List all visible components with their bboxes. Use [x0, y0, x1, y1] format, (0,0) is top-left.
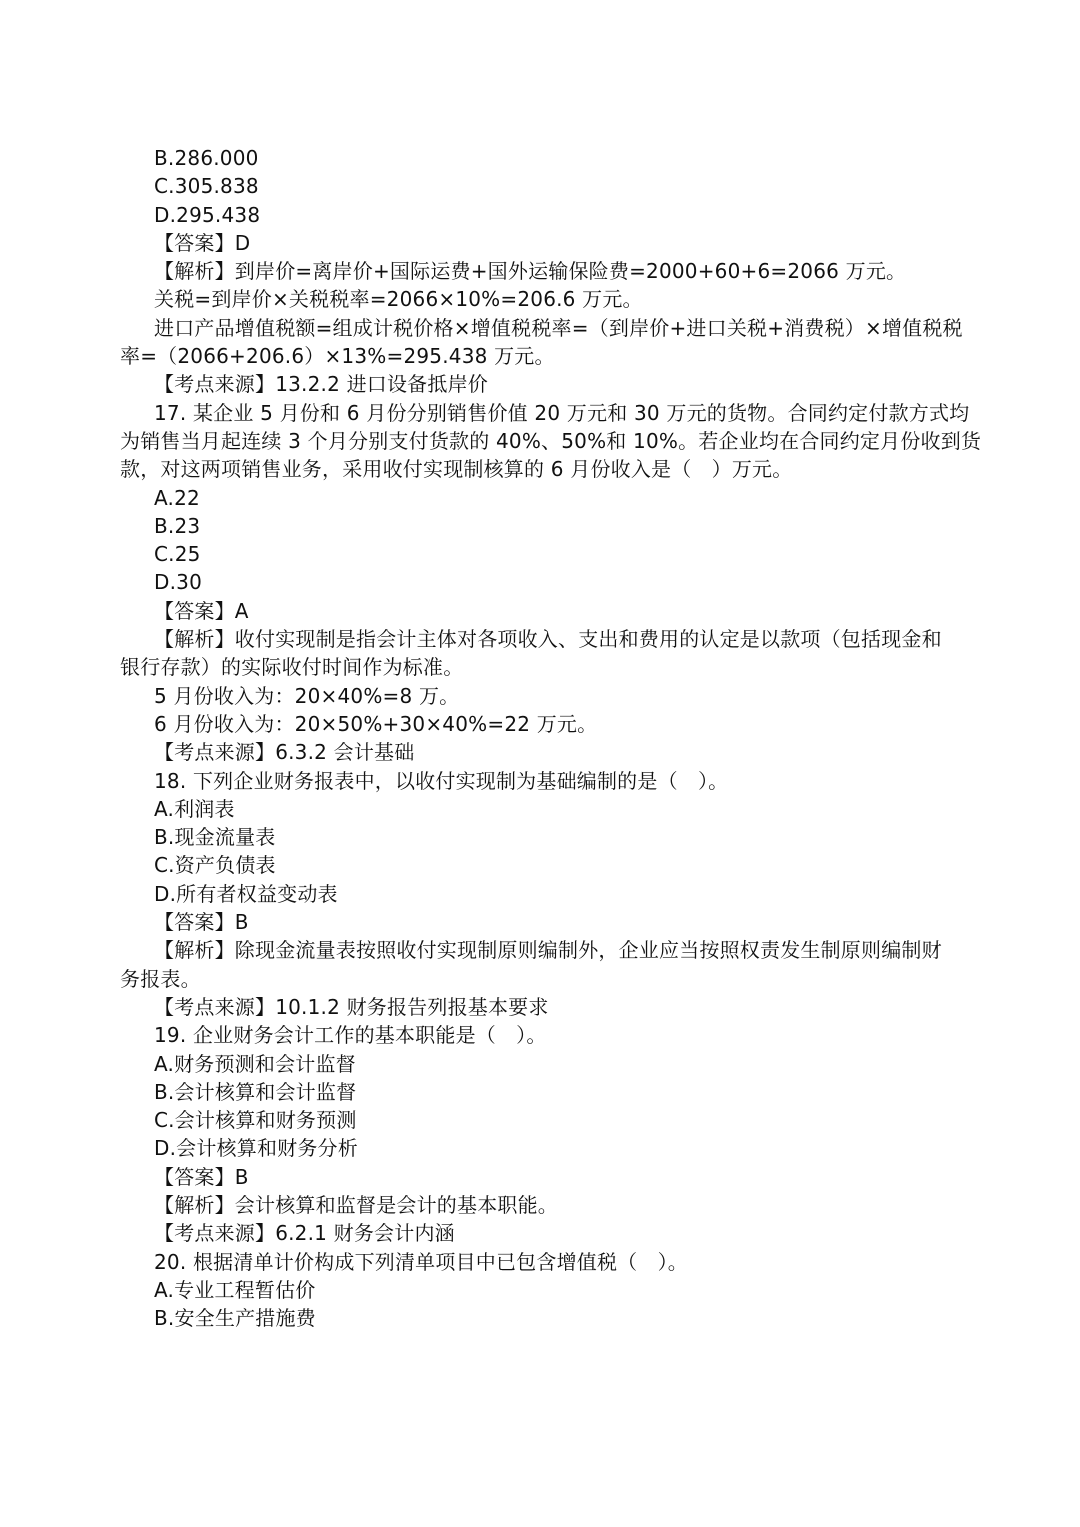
question-20-line: 20. 根据清单计价构成下列清单项目中已包含增值税（ ）。: [154, 1249, 688, 1274]
option-b-line: B.安全生产措施费: [154, 1306, 316, 1331]
source-line: 【考点来源】6.2.1 财务会计内涵: [154, 1221, 455, 1246]
option-a-line: A.22: [154, 485, 200, 510]
option-b-line: B.23: [154, 513, 201, 538]
option-a-line: A.财务预测和会计监督: [154, 1051, 356, 1076]
document-body: [120, 144, 1000, 1332]
analysis-line: 【解析】除现金流量表按照收付实现制原则编制外，企业应当按照权责发生制原则编制财: [154, 938, 942, 963]
option-b-line: B.286.000: [154, 146, 259, 170]
option-c-line: C.会计核算和财务预测: [154, 1108, 357, 1133]
source-line: 【考点来源】10.1.2 财务报告列报基本要求: [154, 994, 549, 1019]
answer-line: 【答案】B: [154, 910, 249, 935]
source-line: 【考点来源】13.2.2 进口设备抵岸价: [154, 372, 488, 397]
answer-line: 【答案】D: [154, 230, 251, 255]
analysis-line: 5 月份收入为：20×40%=8 万。: [154, 683, 460, 708]
option-d-line: D.30: [154, 570, 203, 595]
analysis-line: 进口产品增值税额=组成计税价格×增值税税率=（到岸价+进口关税+消费税）×增值税税: [154, 315, 963, 340]
option-a-line: A.利润表: [154, 796, 235, 821]
analysis-line: 【解析】收付实现制是指会计主体对各项收入、支出和费用的认定是以款项（包括现金和: [154, 627, 942, 652]
option-b-line: B.会计核算和会计监督: [154, 1079, 357, 1104]
question-19-line: 19. 企业财务会计工作的基本职能是（ ）。: [154, 1023, 547, 1048]
analysis-line: 务报表。: [120, 966, 201, 991]
option-d-line: D.295.438: [154, 202, 261, 227]
option-a-line: A.专业工程暂估价: [154, 1277, 316, 1302]
question-17-line: 款，对这两项销售业务，采用收付实现制核算的 6 月份收入是（ ）万元。: [120, 457, 793, 482]
option-c-line: C.305.838: [154, 174, 259, 199]
question-17-line: 17. 某企业 5 月份和 6 月份分别销售价值 20 万元和 30 万元的货物。合同约定付款方式均: [154, 400, 970, 425]
question-18-line: 18. 下列企业财务报表中，以收付实现制为基础编制的是（ ）。: [154, 768, 729, 793]
option-d-line: D.所有者权益变动表: [154, 881, 338, 906]
analysis-line: 银行存款）的实际收付时间作为标准。: [120, 655, 464, 680]
analysis-line: 关税=到岸价×关税税率=2066×10%=206.6 万元。: [154, 287, 643, 312]
answer-line: 【答案】A: [154, 598, 249, 623]
option-c-line: C.资产负债表: [154, 853, 276, 878]
analysis-line: 【解析】到岸价=离岸价+国际运费+国外运输保险费=2000+60+6=2066 万元。: [154, 259, 907, 284]
option-c-line: C.25: [154, 542, 201, 567]
answer-line: 【答案】B: [154, 1164, 249, 1189]
question-17-line: 为销售当月起连续 3 个月分别支付货款的 40%、50%和 10%。若企业均在合同约定月份收到货: [120, 428, 982, 453]
option-d-line: D.会计核算和财务分析: [154, 1136, 358, 1161]
analysis-line: 【解析】会计核算和监督是会计的基本职能。: [154, 1192, 558, 1217]
source-line: 【考点来源】6.3.2 会计基础: [154, 740, 415, 765]
option-b-line: B.现金流量表: [154, 825, 276, 850]
analysis-line: 率=（2066+206.6）×13%=295.438 万元。: [120, 344, 555, 369]
analysis-line: 6 月份收入为：20×50%+30×40%=22 万元。: [154, 711, 598, 736]
